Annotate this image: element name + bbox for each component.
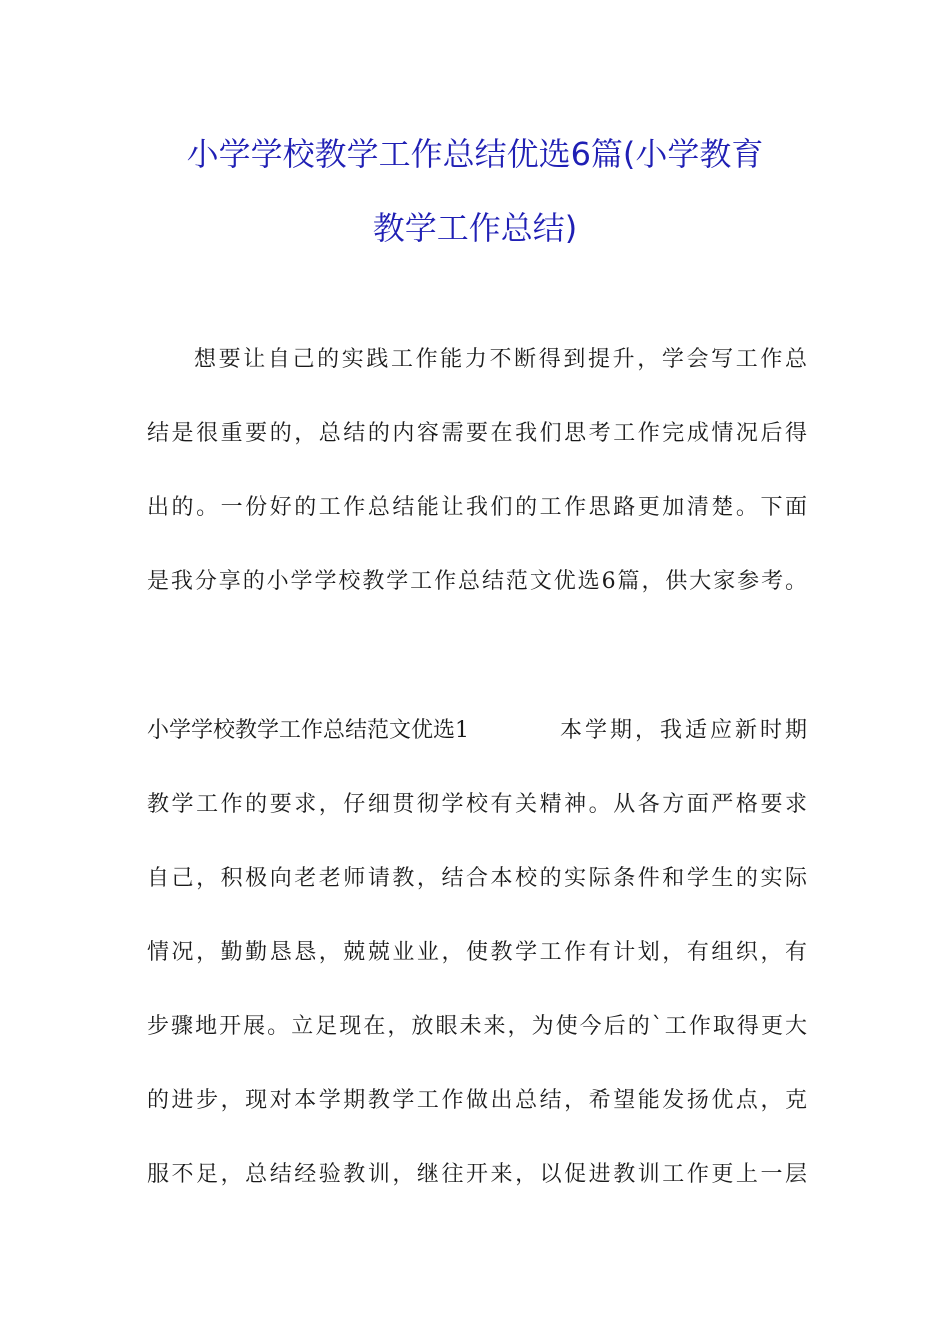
section-1-paragraph-line: 步骤地开展。立足现在，放眼未来，为使今后的`工作取得更大 (147, 1014, 807, 1039)
section-1-paragraph-line: 情况，勤勤恳恳，兢兢业业，使教学工作有计划，有组织，有 (147, 940, 807, 965)
section-1-paragraph-line: 自己，积极向老老师请教，结合本校的实际条件和学生的实际 (147, 866, 807, 891)
section-1-paragraph-line: 服不足，总结经验教训，继往开来，以促进教训工作更上一层 (147, 1162, 807, 1187)
section-1-paragraph-line: 教学工作的要求，仔细贯彻学校有关精神。从各方面严格要求 (147, 792, 807, 817)
intro-paragraph-line: 出的。一份好的工作总结能让我们的工作思路更加清楚。下面 (147, 495, 807, 520)
intro-paragraph-line: 是我分享的小学学校教学工作总结范文优选6篇，供大家参考。 (147, 569, 807, 594)
section-1-first-line-text: 本学期，我适应新时期 (560, 718, 807, 743)
document-title-line-2: 教学工作总结) (372, 209, 578, 247)
intro-paragraph-line: 结是很重要的，总结的内容需要在我们思考工作完成情况后得 (147, 421, 807, 446)
document-title-line-1: 小学学校教学工作总结优选6篇(小学教育 (186, 135, 764, 173)
intro-paragraph-line: 想要让自己的实践工作能力不断得到提升，学会写工作总 (194, 347, 807, 372)
section-1-heading: 小学学校教学工作总结范文优选1 (147, 718, 469, 743)
section-1-paragraph-line: 的进步，现对本学期教学工作做出总结，希望能发扬优点，克 (147, 1088, 807, 1113)
